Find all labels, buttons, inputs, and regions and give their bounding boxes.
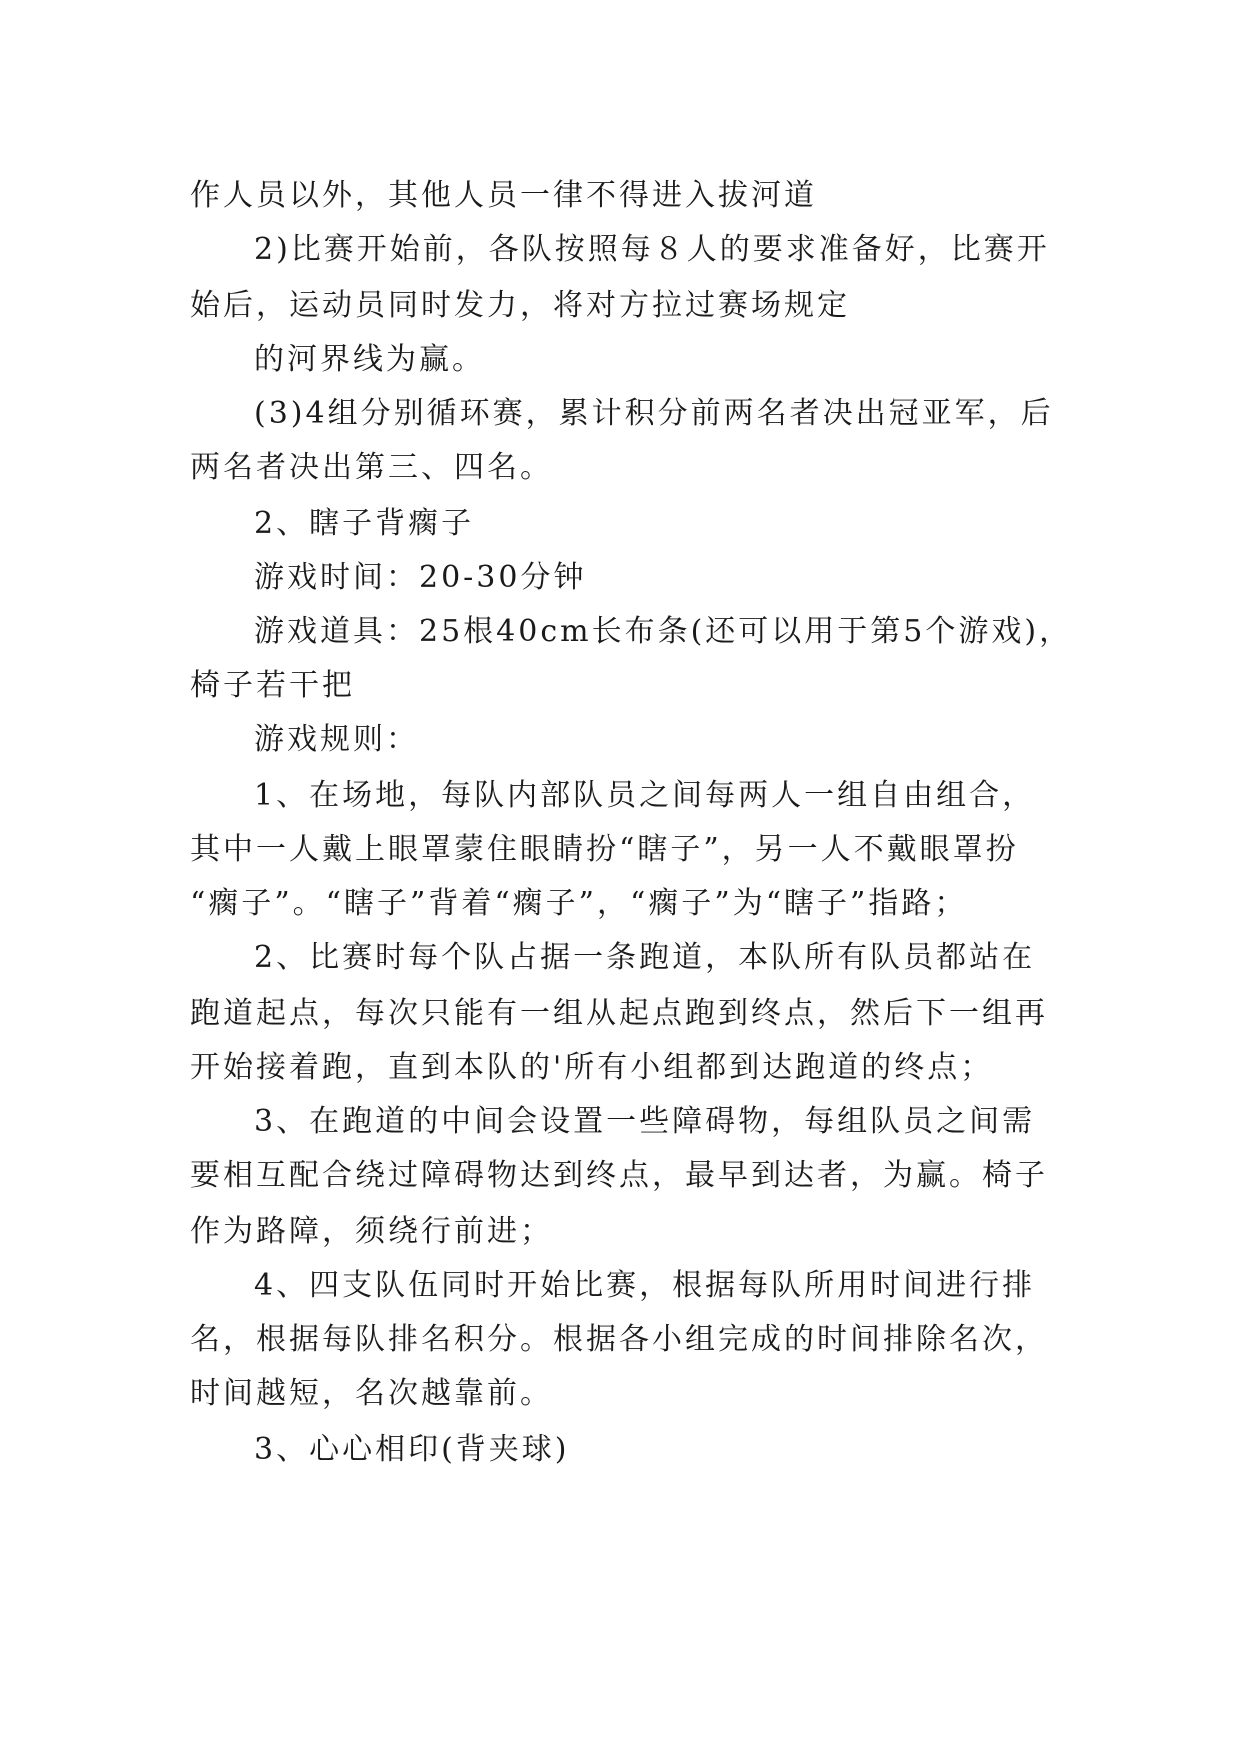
text-line: 两名者决出第三、四名。 (190, 450, 553, 485)
text-line: 其中一人戴上眼罩蒙住眼睛扮“瞎子”，另一人不戴眼罩扮 (190, 832, 1019, 867)
text-line: 1、在场地，每队内部队员之间每两人一组自由组合， (254, 778, 1036, 813)
text-line: 作人员以外，其他人员一律不得进入拔河道 (190, 178, 817, 213)
text-line: 4、四支队伍同时开始比赛，根据每队所用时间进行排 (254, 1268, 1036, 1303)
text-line: 游戏时间：20-30分钟 (254, 560, 587, 595)
text-line: 开始接着跑，直到本队的'所有小组都到达跑道的终点； (190, 1050, 994, 1085)
section-heading: 3、心心相印(背夹球) (254, 1432, 570, 1467)
text-line: “瘸子”。“瞎子”背着“瘸子”，“瘸子”为“瞎子”指路； (190, 886, 968, 921)
text-line: 始后，运动员同时发力，将对方拉过赛场规定 (190, 288, 850, 323)
text-line: 2)比赛开始前，各队按照每８人的要求准备好，比赛开 (254, 232, 1050, 267)
text-line: 的河界线为赢。 (254, 342, 485, 377)
text-line: 游戏道具：25根40cm长布条(还可以用于第5个游戏)， (254, 614, 1073, 649)
text-line: 跑道起点，每次只能有一组从起点跑到终点，然后下一组再 (190, 996, 1048, 1031)
text-line: 作为路障，须绕行前进； (190, 1214, 553, 1249)
text-line: 游戏规则： (254, 722, 419, 757)
text-line: 时间越短，名次越靠前。 (190, 1376, 553, 1411)
text-line: 椅子若干把 (190, 668, 355, 703)
text-line: 要相互配合绕过障碍物达到终点，最早到达者，为赢。椅子 (190, 1158, 1048, 1193)
text-line: 2、比赛时每个队占据一条跑道，本队所有队员都站在 (254, 940, 1036, 975)
text-line: (3)4组分别循环赛，累计积分前两名者决出冠亚军，后 (254, 396, 1054, 431)
text-line: 3、在跑道的中间会设置一些障碍物，每组队员之间需 (254, 1104, 1036, 1139)
section-heading: 2、瞎子背瘸子 (254, 506, 475, 541)
text-line: 名，根据每队排名积分。根据各小组完成的时间排除名次， (190, 1322, 1048, 1357)
